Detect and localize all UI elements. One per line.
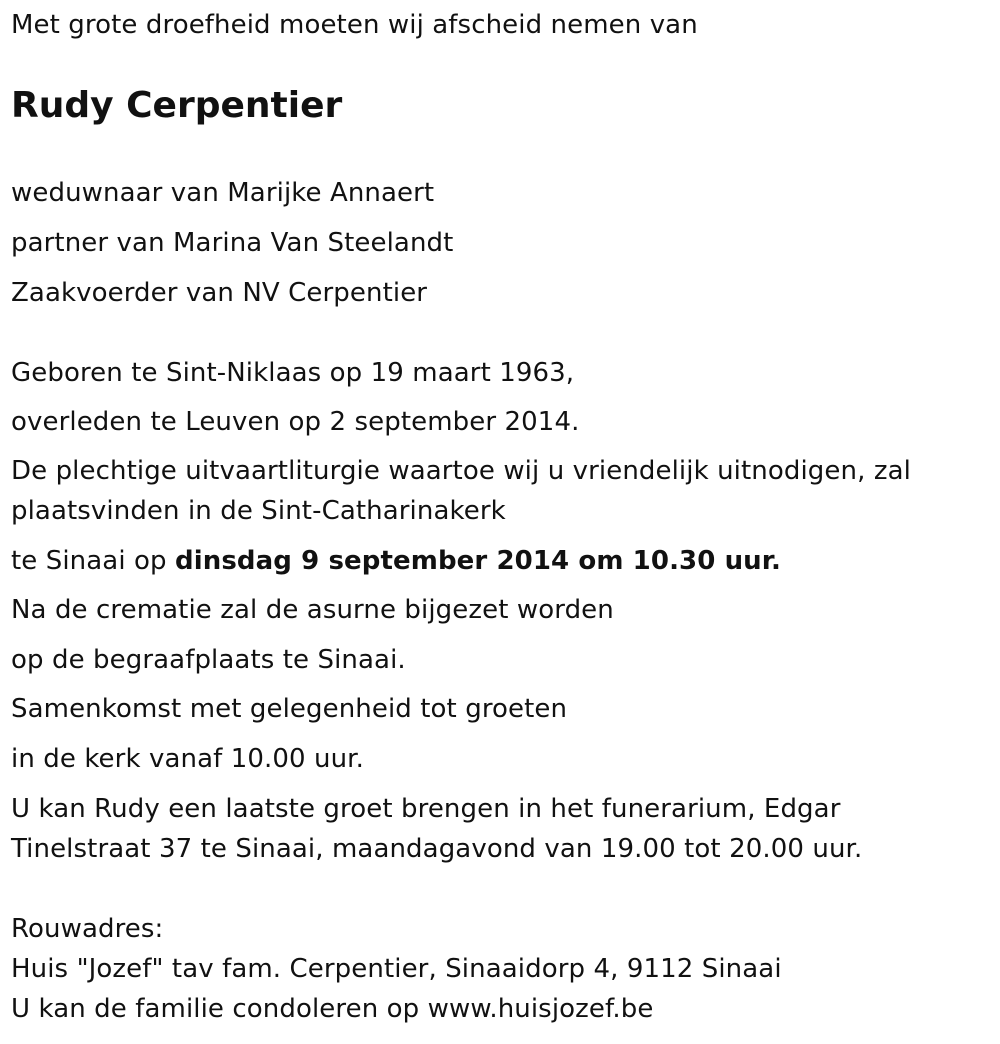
ceremony-date: dinsdag 9 september 2014 om 10.30 uur.	[175, 546, 781, 576]
cremation-text-line1: Na de crematie zal de asurne bijgezet worden	[11, 595, 614, 625]
visit-text-line2: Tinelstraat 37 te Sinaai, maandagavond van 19.00 tot 20.00 uur.	[11, 834, 863, 864]
deceased-name: Rudy Cerpentier	[11, 85, 343, 126]
relation-manager: Zaakvoerder van NV Cerpentier	[11, 278, 428, 308]
relation-partner: partner van Marina Van Steelandt	[11, 228, 454, 258]
mourning-address: Huis "Jozef" tav fam. Cerpentier, Sinaaidorp 4, 9112 Sinaai	[11, 954, 782, 984]
ceremony-text-line3	[11, 541, 781, 581]
ceremony-text-line1: De plechtige uitvaartliturgie waartoe wij u vriendelijk uitnodigen, zal	[11, 456, 911, 486]
address-label: Rouwadres:	[11, 914, 164, 944]
ceremony-text-line2: plaatsvinden in de Sint-Catharinakerk	[11, 496, 506, 526]
intro-text: Met grote droefheid moeten wij afscheid nemen van	[11, 10, 698, 40]
relation-widower: weduwnaar van Marijke Annaert	[11, 178, 435, 208]
birth-text: Geboren te Sint-Niklaas op 19 maart 1963,	[11, 358, 575, 388]
death-text: overleden te Leuven op 2 september 2014.	[11, 407, 580, 437]
visit-text-line1: U kan Rudy een laatste groet brengen in het funerarium, Edgar	[11, 794, 841, 824]
gathering-text-line1: Samenkomst met gelegenheid tot groeten	[11, 694, 568, 724]
cremation-text-line2: op de begraafplaats te Sinaai.	[11, 645, 406, 675]
gathering-text-line2: in de kerk vanaf 10.00 uur.	[11, 744, 364, 774]
ceremony-place: te Sinaai op	[11, 546, 175, 576]
condolence-text: U kan de familie condoleren op www.huisjozef.be	[11, 994, 654, 1024]
